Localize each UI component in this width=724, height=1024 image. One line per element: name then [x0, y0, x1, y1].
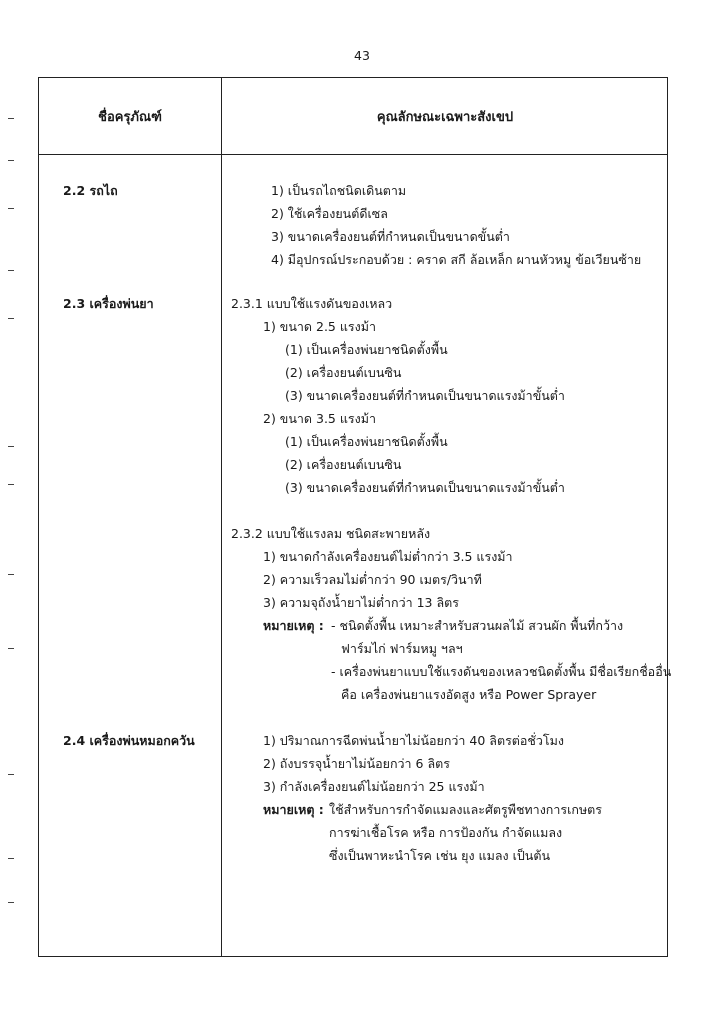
section-2-3-1-size: 1) ขนาด 2.5 แรงม้า [263, 319, 376, 334]
section-2-4-item: 3) กำลังเครื่องยนต์ไม่น้อยกว่า 25 แรงม้า [263, 779, 485, 794]
section-2-3-title: 2.3 เครื่องพ่นยา [63, 296, 154, 311]
section-2-3-2-item: 2) ความเร็วลมไม่ต่ำกว่า 90 เมตร/วินาที [263, 572, 482, 587]
section-2-4-title: 2.4 เครื่องพ่นหมอกควัน [63, 733, 195, 748]
section-2-4-note: ซึ่งเป็นพาหะนำโรค เช่น ยุง แมลง เป็นต้น [329, 848, 551, 863]
column-divider [221, 78, 222, 956]
section-2-3-2-heading: 2.3.2 แบบใช้แรงลม ชนิดสะพายหลัง [231, 526, 431, 541]
section-2-3-2-note: ฟาร์มไก่ ฟาร์มหมู ฯลฯ [341, 641, 463, 656]
spec-table [38, 77, 672, 957]
margin-mark [8, 902, 14, 903]
section-2-3-2-note: คือ เครื่องพ่นยาแรงอัดสูง หรือ Power Sprayer [341, 687, 597, 702]
section-2-2-item: 3) ขนาดเครื่องยนต์ที่กำหนดเป็นขนาดขั้นต่ำ [271, 229, 510, 244]
margin-mark [8, 774, 14, 775]
page-number: 43 [354, 48, 370, 63]
header-equipment: ชื่อครุภัณฑ์ [98, 110, 162, 125]
section-2-3-1-item: (1) เป็นเครื่องพ่นยาชนิดตั้งพื้น [285, 342, 448, 357]
section-2-2-title: 2.2 รถไถ [63, 183, 118, 198]
margin-mark [8, 270, 14, 271]
section-2-3-1-heading: 2.3.1 แบบใช้แรงดันของเหลว [231, 296, 393, 311]
margin-mark [8, 208, 14, 209]
margin-mark [8, 446, 14, 447]
section-2-3-1-item: (1) เป็นเครื่องพ่นยาชนิดตั้งพื้น [285, 434, 448, 449]
margin-mark [8, 858, 14, 859]
margin-mark [8, 648, 14, 649]
section-2-3-1-item: (3) ขนาดเครื่องยนต์ที่กำหนดเป็นขนาดแรงม้าขั้นต่ำ [285, 480, 565, 495]
margin-mark [8, 484, 14, 485]
margin-mark [8, 574, 14, 575]
section-2-3-2-note-label: หมายเหตุ : [263, 618, 324, 633]
margin-mark [8, 160, 14, 161]
header-spec: คุณลักษณะเฉพาะสังเขป [376, 110, 514, 125]
section-2-3-1-item: (2) เครื่องยนต์เบนซิน [285, 457, 402, 472]
section-2-2-item: 2) ใช้เครื่องยนต์ดีเซล [271, 206, 388, 221]
section-2-3-2-item: 3) ความจุถังน้ำยาไม่ต่ำกว่า 13 ลิตร [263, 595, 459, 610]
section-2-3-1-item: (3) ขนาดเครื่องยนต์ที่กำหนดเป็นขนาดแรงม้าขั้นต่ำ [285, 388, 565, 403]
section-2-4-item: 1) ปริมาณการฉีดพ่นน้ำยาไม่น้อยกว่า 40 ลิตรต่อชั่วโมง [263, 733, 564, 748]
section-2-3-1-size: 2) ขนาด 3.5 แรงม้า [263, 411, 376, 426]
margin-mark [8, 118, 14, 119]
section-2-4-note: การฆ่าเชื้อโรค หรือ การป้องกัน กำจัดแมลง [329, 825, 563, 840]
section-2-3-2-item: 1) ขนาดกำลังเครื่องยนต์ไม่ต่ำกว่า 3.5 แรงม้า [263, 549, 513, 564]
section-2-3-2-note: - ชนิดตั้งพื้น เหมาะสำหรับสวนผลไม้ สวนผัก พื้นที่กว้าง [331, 618, 624, 633]
section-2-2-item: 1) เป็นรถไถชนิดเดินตาม [271, 183, 407, 198]
section-2-4-note-label: หมายเหตุ : [263, 802, 324, 817]
table-header [39, 78, 667, 155]
margin-mark [8, 318, 14, 319]
section-2-3-2-note: - เครื่องพ่นยาแบบใช้แรงดันของเหลวชนิดตั้งพื้น มีชื่อเรียกชื่ออื่น [331, 664, 672, 679]
section-2-2-item: 4) มีอุปกรณ์ประกอบด้วย : คราด สกี ล้อเหล็ก ผานหัวหมู ข้อเวียนซ้าย [271, 252, 642, 267]
section-2-3-1-item: (2) เครื่องยนต์เบนซิน [285, 365, 402, 380]
section-2-4-note: ใช้สำหรับการกำจัดแมลงและศัตรูพืชทางการเกษตร [329, 802, 603, 817]
section-2-4-item: 2) ถังบรรจุน้ำยาไม่น้อยกว่า 6 ลิตร [263, 756, 450, 771]
